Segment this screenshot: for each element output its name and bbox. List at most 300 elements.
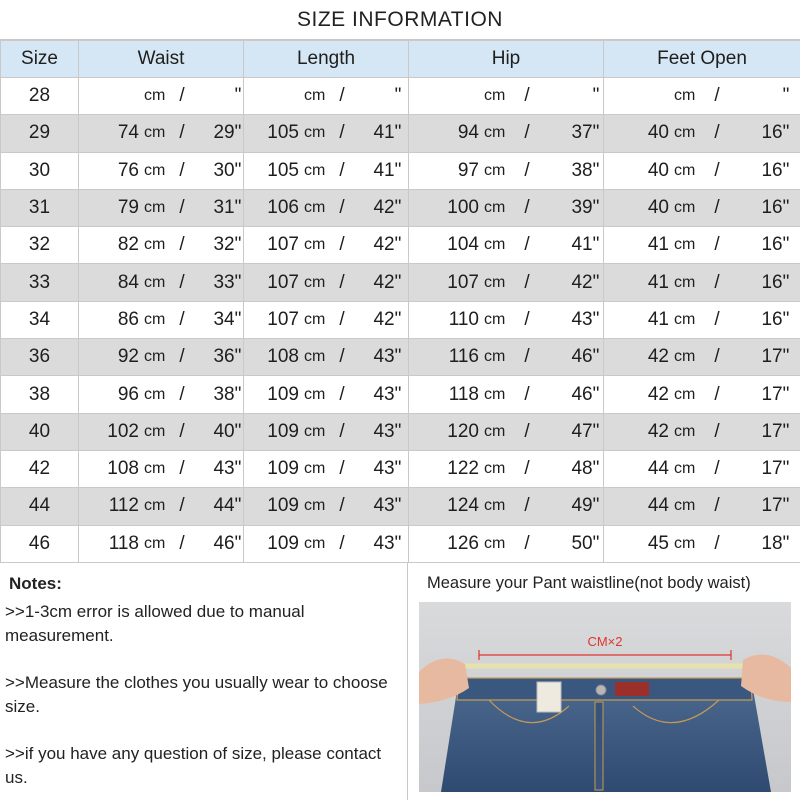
separator: /: [714, 458, 720, 480]
inch-mark: ": [592, 458, 600, 480]
inch-mark: ": [782, 122, 790, 144]
separator: /: [524, 458, 530, 480]
inch-mark: ": [394, 495, 402, 517]
separator: /: [714, 532, 720, 554]
header-length: Length: [244, 41, 409, 78]
size-cell: 29: [1, 115, 79, 152]
separator: /: [714, 308, 720, 330]
inch-value: 46: [213, 532, 235, 554]
cm-unit: cm: [484, 273, 506, 291]
separator: /: [339, 420, 345, 442]
inch-mark: ": [782, 159, 790, 181]
inch-value: 48: [571, 458, 593, 480]
cm-value: 112: [108, 495, 139, 517]
separator: /: [179, 308, 185, 330]
table-row: [1, 450, 800, 487]
cm-unit: cm: [144, 497, 166, 515]
jeans-button: [596, 685, 606, 695]
separator: /: [179, 532, 185, 554]
inch-value: 43: [373, 420, 395, 442]
length-cell: [244, 152, 409, 189]
cm-unit: cm: [674, 422, 696, 440]
inch-mark: ": [234, 458, 242, 480]
inch-value: 42: [373, 271, 395, 293]
cm-unit: cm: [304, 236, 326, 254]
inch-mark: ": [592, 420, 600, 442]
inch-value: 42: [373, 308, 395, 330]
separator: /: [714, 197, 720, 219]
waist-cell: [79, 78, 244, 115]
cm-unit: cm: [304, 87, 326, 105]
hip-cell: [409, 78, 604, 115]
length-cell: [244, 189, 409, 226]
feet-open-cell: [604, 264, 800, 301]
table-row: [1, 152, 800, 189]
measure-panel: [409, 562, 800, 800]
inch-mark: ": [394, 122, 402, 144]
separator: /: [524, 159, 530, 181]
inch-value: 44: [213, 495, 235, 517]
table-row: [1, 339, 800, 376]
cm-value: 124: [447, 495, 479, 517]
inch-value: 43: [373, 458, 395, 480]
feet-open-cell: [604, 488, 800, 525]
header-hip: Hip: [409, 41, 604, 78]
inch-mark: ": [782, 458, 790, 480]
inch-mark: ": [234, 197, 242, 219]
cm-unit: cm: [484, 87, 506, 105]
inch-value: 30: [213, 159, 235, 181]
cm-unit: cm: [484, 161, 506, 179]
cm-unit: cm: [144, 460, 166, 478]
cm-unit: cm: [304, 460, 326, 478]
inch-value: 43: [373, 495, 395, 517]
inch-value: 16: [761, 308, 783, 330]
note-item: >>1-3cm error is allowed due to manual measurement.: [5, 602, 305, 645]
cm-value: 86: [117, 308, 139, 330]
separator: /: [524, 532, 530, 554]
inch-value: 41: [571, 234, 593, 256]
inch-mark: ": [782, 346, 790, 368]
inch-value: 34: [213, 308, 235, 330]
table-row: [1, 115, 800, 152]
waist-cell: [79, 339, 244, 376]
waist-cell: [79, 413, 244, 450]
inch-mark: ": [394, 346, 402, 368]
notes-title: Notes:: [9, 574, 62, 593]
separator: /: [524, 346, 530, 368]
separator: /: [179, 271, 185, 293]
header-feet-open: Feet Open: [604, 41, 800, 78]
cm-unit: cm: [304, 199, 326, 217]
cm-value: 41: [647, 234, 669, 256]
waist-cell: [79, 189, 244, 226]
inch-value: 43: [571, 308, 593, 330]
separator: /: [339, 495, 345, 517]
cm-unit: cm: [304, 385, 326, 403]
size-cell: 31: [1, 189, 79, 226]
waist-cell: [79, 264, 244, 301]
cm-value: 44: [647, 495, 669, 517]
inch-value: 46: [571, 383, 593, 405]
inch-mark: ": [592, 383, 600, 405]
table-row: [1, 189, 800, 226]
inch-mark: ": [592, 122, 600, 144]
cm-unit: cm: [674, 460, 696, 478]
cm-unit: cm: [304, 422, 326, 440]
cm-unit: cm: [484, 534, 506, 552]
inch-value: 38: [213, 383, 235, 405]
separator: /: [339, 271, 345, 293]
separator: /: [524, 383, 530, 405]
inch-mark: ": [782, 532, 790, 554]
cm-unit: cm: [484, 199, 506, 217]
inch-value: 31: [213, 197, 235, 219]
inch-value: 32: [213, 234, 235, 256]
table-row: [1, 413, 800, 450]
inch-mark: ": [782, 271, 790, 293]
inch-mark: ": [234, 420, 242, 442]
separator: /: [339, 532, 345, 554]
size-cell: 32: [1, 227, 79, 264]
separator: /: [714, 383, 720, 405]
inch-mark: ": [234, 234, 242, 256]
inch-mark: ": [394, 383, 402, 405]
waistline-photo: [419, 602, 791, 792]
cm-value: 40: [647, 159, 669, 181]
inch-mark: ": [234, 308, 242, 330]
inch-value: 18: [761, 532, 783, 554]
cm-value: 84: [117, 271, 139, 293]
cm-value: 118: [448, 383, 479, 405]
hip-cell: [409, 413, 604, 450]
cm-unit: cm: [144, 534, 166, 552]
cm-unit: cm: [144, 385, 166, 403]
cm-value: 104: [447, 234, 479, 256]
table-row: [1, 525, 800, 562]
length-cell: [244, 227, 409, 264]
inch-value: 17: [761, 495, 783, 517]
size-cell: 38: [1, 376, 79, 413]
separator: /: [524, 495, 530, 517]
hip-cell: [409, 488, 604, 525]
inch-mark: ": [592, 234, 600, 256]
cm-value: 45: [647, 532, 669, 554]
waist-cell: [79, 376, 244, 413]
table-row: [1, 488, 800, 525]
separator: /: [524, 420, 530, 442]
cm-unit: cm: [484, 460, 506, 478]
waist-cell: [79, 301, 244, 338]
inch-mark: ": [394, 532, 402, 554]
size-cell: 33: [1, 264, 79, 301]
inch-value: 16: [761, 234, 783, 256]
inch-mark: ": [394, 197, 402, 219]
length-cell: [244, 264, 409, 301]
separator: /: [339, 159, 345, 181]
hip-cell: [409, 189, 604, 226]
inch-value: 43: [373, 346, 395, 368]
note-item: >>if you have any question of size, please contact us.: [5, 744, 382, 787]
size-table: [0, 40, 800, 563]
inch-mark: ": [782, 197, 790, 219]
inch-mark: ": [394, 85, 402, 107]
inch-mark: ": [782, 85, 790, 107]
inch-value: 16: [761, 197, 783, 219]
cm-unit: cm: [144, 422, 166, 440]
cm-value: 107: [267, 234, 299, 256]
cm-value: 102: [107, 420, 139, 442]
hip-cell: [409, 450, 604, 487]
inch-mark: ": [592, 532, 600, 554]
cm-value: 40: [647, 197, 669, 219]
inch-value: 47: [571, 420, 593, 442]
cm-unit: cm: [674, 385, 696, 403]
cm-unit: cm: [144, 348, 166, 366]
cm-value: 92: [117, 346, 139, 368]
cm-unit: cm: [144, 87, 166, 105]
size-cell: 40: [1, 413, 79, 450]
separator: /: [179, 383, 185, 405]
inch-value: 38: [571, 159, 593, 181]
size-cell: 46: [1, 525, 79, 562]
feet-open-cell: [604, 152, 800, 189]
cm-value: 105: [267, 159, 299, 181]
cm-value: 41: [647, 271, 669, 293]
cm-unit: cm: [484, 310, 506, 328]
inch-mark: ": [394, 308, 402, 330]
inch-value: 16: [761, 271, 783, 293]
feet-open-cell: [604, 525, 800, 562]
size-cell: 42: [1, 450, 79, 487]
cm-value: 107: [267, 271, 299, 293]
notes-panel: [0, 562, 408, 800]
header-size: Size: [1, 41, 79, 78]
hip-cell: [409, 227, 604, 264]
cm-value: 97: [457, 159, 479, 181]
page-title: SIZE INFORMATION: [0, 0, 800, 40]
inch-value: 17: [761, 420, 783, 442]
separator: /: [179, 420, 185, 442]
inch-mark: ": [782, 495, 790, 517]
feet-open-cell: [604, 115, 800, 152]
inch-value: 17: [761, 458, 783, 480]
hip-cell: [409, 301, 604, 338]
size-cell: 36: [1, 339, 79, 376]
length-cell: [244, 525, 409, 562]
cm-value: 105: [267, 122, 299, 144]
separator: /: [339, 383, 345, 405]
brand-patch: [615, 682, 649, 696]
inch-mark: ": [592, 346, 600, 368]
separator: /: [714, 234, 720, 256]
table-row: [1, 264, 800, 301]
cm-unit: cm: [144, 124, 166, 142]
separator: /: [714, 495, 720, 517]
length-cell: [244, 450, 409, 487]
hip-cell: [409, 376, 604, 413]
inch-mark: ": [592, 495, 600, 517]
inch-value: 33: [213, 271, 235, 293]
cm-unit: cm: [304, 348, 326, 366]
separator: /: [339, 85, 345, 107]
inch-value: 43: [213, 458, 235, 480]
inch-value: 37: [571, 122, 593, 144]
cm-value: 40: [647, 122, 669, 144]
inch-mark: ": [592, 271, 600, 293]
separator: /: [179, 346, 185, 368]
inch-value: 50: [571, 532, 593, 554]
size-cell: 34: [1, 301, 79, 338]
length-cell: [244, 115, 409, 152]
cm-value: 108: [267, 346, 299, 368]
length-cell: [244, 413, 409, 450]
table-body: [1, 78, 800, 563]
length-cell: [244, 339, 409, 376]
feet-open-cell: [604, 339, 800, 376]
hip-cell: [409, 525, 604, 562]
inch-value: 41: [373, 159, 395, 181]
separator: /: [524, 197, 530, 219]
feet-open-cell: [604, 376, 800, 413]
inch-mark: ": [782, 383, 790, 405]
separator: /: [524, 122, 530, 144]
inch-value: 39: [571, 197, 593, 219]
waist-cell: [79, 227, 244, 264]
waist-cell: [79, 450, 244, 487]
inch-value: 41: [373, 122, 395, 144]
cm-value: 100: [447, 197, 479, 219]
cm-value: 116: [448, 346, 479, 368]
separator: /: [179, 197, 185, 219]
cm-value: 108: [107, 458, 139, 480]
inch-mark: ": [394, 420, 402, 442]
inch-value: 46: [571, 346, 593, 368]
separator: /: [524, 85, 530, 107]
cm-value: 109: [267, 532, 299, 554]
inch-mark: ": [234, 346, 242, 368]
size-cell: 28: [1, 78, 79, 115]
inch-mark: ": [394, 271, 402, 293]
feet-open-cell: [604, 301, 800, 338]
cm-unit: cm: [144, 310, 166, 328]
cm-unit: cm: [674, 199, 696, 217]
cm-value: 118: [108, 532, 139, 554]
separator: /: [179, 122, 185, 144]
separator: /: [179, 234, 185, 256]
cm-value: 42: [647, 420, 669, 442]
inch-value: 36: [213, 346, 235, 368]
cm-unit: cm: [674, 534, 696, 552]
cm-value: 109: [267, 495, 299, 517]
header-waist: Waist: [79, 41, 244, 78]
inch-mark: ": [592, 308, 600, 330]
separator: /: [339, 234, 345, 256]
separator: /: [339, 308, 345, 330]
cm-unit: cm: [144, 161, 166, 179]
cm-unit: cm: [304, 124, 326, 142]
inch-mark: ": [782, 420, 790, 442]
cm-unit: cm: [674, 87, 696, 105]
separator: /: [339, 458, 345, 480]
waist-cell: [79, 152, 244, 189]
table-header-row: [1, 41, 800, 78]
cm-unit: cm: [674, 161, 696, 179]
cm-unit: cm: [674, 124, 696, 142]
cm-value: 109: [267, 458, 299, 480]
cm-value: 42: [647, 383, 669, 405]
cm-unit: cm: [304, 497, 326, 515]
inch-mark: ": [394, 234, 402, 256]
separator: /: [714, 420, 720, 442]
cm-value: 94: [457, 122, 479, 144]
separator: /: [339, 346, 345, 368]
inch-value: 42: [373, 197, 395, 219]
feet-open-cell: [604, 227, 800, 264]
table-row: [1, 227, 800, 264]
cm-value: 42: [647, 346, 669, 368]
cm-unit: cm: [674, 497, 696, 515]
inch-value: 43: [373, 383, 395, 405]
separator: /: [524, 271, 530, 293]
inch-mark: ": [782, 234, 790, 256]
separator: /: [339, 197, 345, 219]
cm-value: 122: [447, 458, 479, 480]
cm-unit: cm: [484, 385, 506, 403]
hip-cell: [409, 339, 604, 376]
hip-cell: [409, 264, 604, 301]
inch-value: 43: [373, 532, 395, 554]
inch-mark: ": [234, 383, 242, 405]
inch-mark: ": [782, 308, 790, 330]
inch-value: 17: [761, 383, 783, 405]
cm-value: 44: [647, 458, 669, 480]
inch-mark: ": [592, 85, 600, 107]
cm-value: 106: [267, 197, 299, 219]
size-cell: 30: [1, 152, 79, 189]
cm-value: 120: [447, 420, 479, 442]
separator: /: [524, 234, 530, 256]
separator: /: [179, 85, 185, 107]
inch-value: 42: [571, 271, 593, 293]
cm-unit: cm: [304, 534, 326, 552]
cm-unit: cm: [484, 236, 506, 254]
inch-value: 42: [373, 234, 395, 256]
length-cell: [244, 376, 409, 413]
separator: /: [179, 159, 185, 181]
jeans-fly: [595, 702, 603, 790]
cm-value: 79: [117, 197, 139, 219]
cm-unit: cm: [484, 422, 506, 440]
inch-value: 17: [761, 346, 783, 368]
inch-mark: ": [234, 159, 242, 181]
cm-value: 82: [117, 234, 139, 256]
inch-mark: ": [234, 532, 242, 554]
cm-unit: cm: [484, 348, 506, 366]
size-tag: [537, 682, 561, 712]
size-cell: 44: [1, 488, 79, 525]
cm-unit: cm: [144, 199, 166, 217]
inch-mark: ": [234, 85, 242, 107]
inch-value: 16: [761, 159, 783, 181]
inch-mark: ": [234, 495, 242, 517]
hip-cell: [409, 152, 604, 189]
tape-label: CM×2: [587, 634, 623, 649]
cm-unit: cm: [674, 310, 696, 328]
inch-value: 29: [213, 122, 235, 144]
inch-mark: ": [592, 197, 600, 219]
cm-unit: cm: [304, 161, 326, 179]
